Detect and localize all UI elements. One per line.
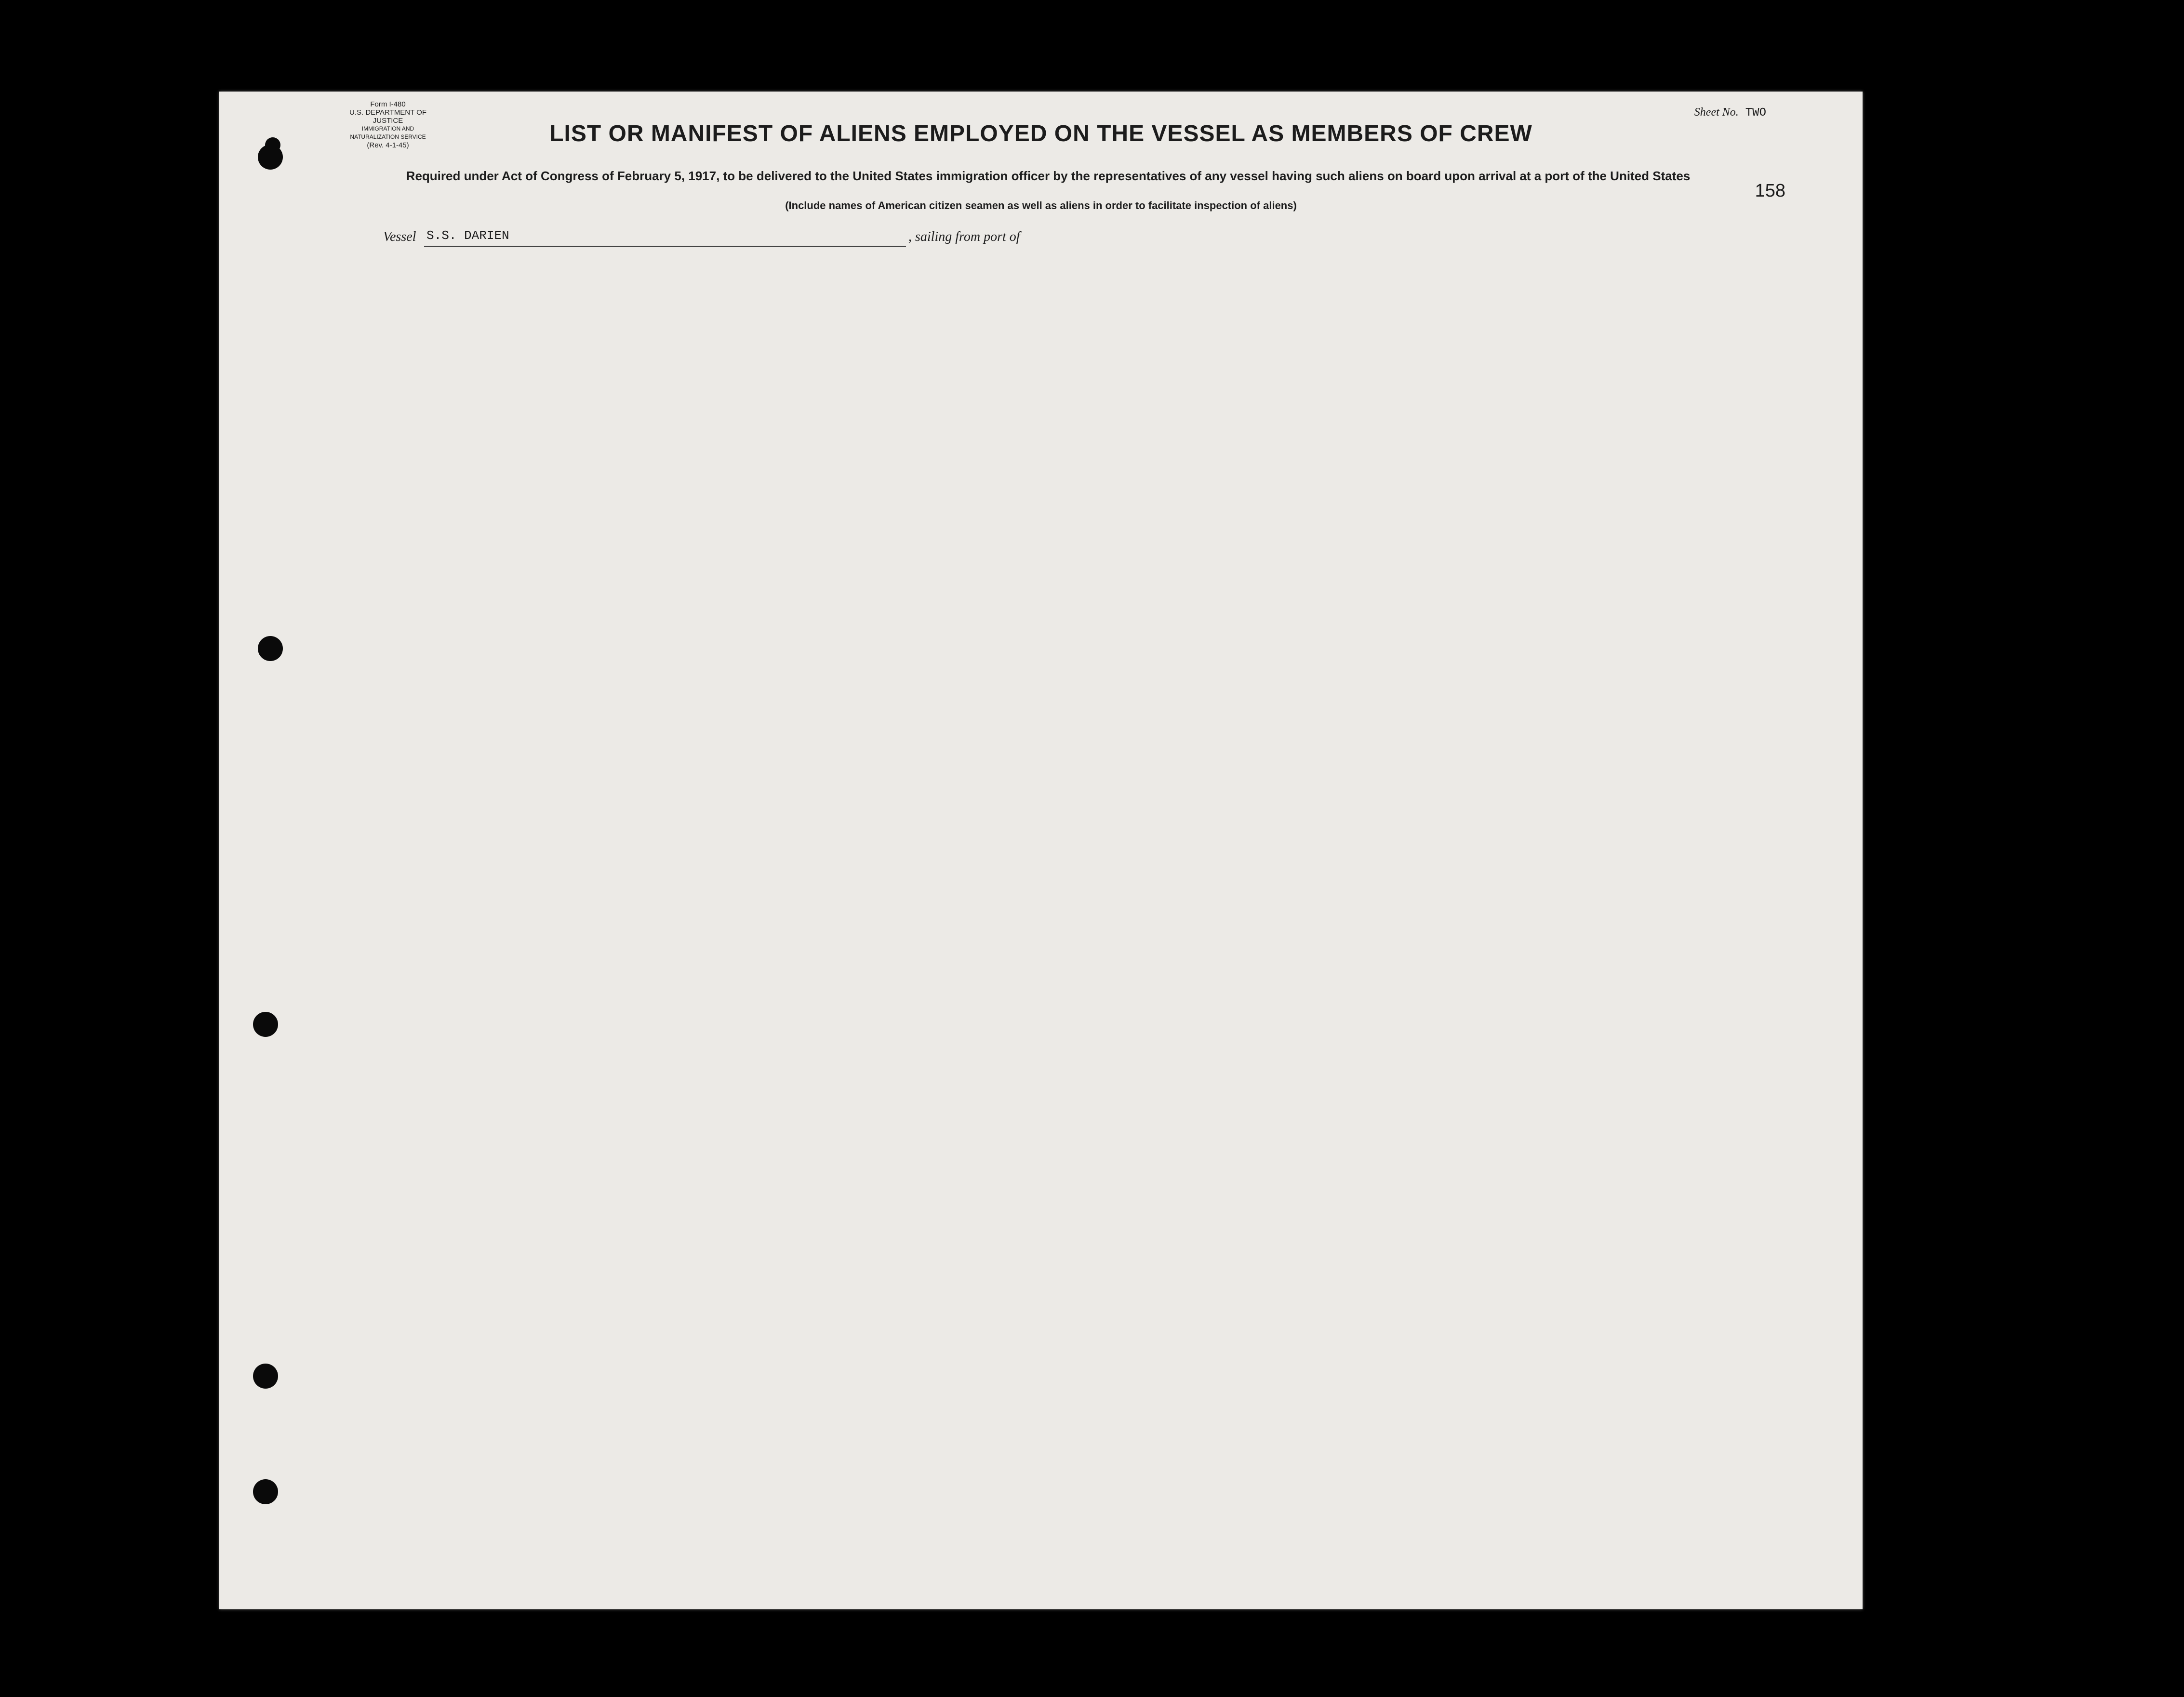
punch-hole bbox=[253, 1479, 278, 1504]
vessel-name: S.S. DARIEN bbox=[426, 228, 509, 243]
vessel-line bbox=[219, 221, 1863, 250]
manifest-sheet bbox=[219, 92, 1863, 1609]
punch-hole bbox=[253, 1012, 278, 1037]
sailing-label: , sailing from port of bbox=[908, 229, 1020, 244]
form-title: LIST OR MANIFEST OF ALIENS EMPLOYED ON THE VESSEL AS MEMBERS OF CREW bbox=[549, 121, 1532, 146]
form-subtitle: Required under Act of Congress of February 5, 1917, to be delivered to the United States immigration officer by the representatives of any vessel having such aliens on board upon arrival at a port of the United States bbox=[406, 169, 1691, 183]
revision: (Rev. 4-1-45) bbox=[367, 141, 409, 149]
sheet-value: TWO bbox=[1745, 106, 1766, 119]
department: U.S. DEPARTMENT OF JUSTICE bbox=[349, 108, 427, 125]
form-instruction: (Include names of American citizen seamen as well as aliens in order to facilitate inspection of aliens) bbox=[785, 199, 1297, 212]
sheet-number: Sheet No. TWO bbox=[1694, 106, 1766, 119]
page-number: 158 bbox=[1755, 181, 1785, 201]
vessel-label: Vessel bbox=[383, 229, 416, 244]
form-number: Form I-480 bbox=[370, 100, 406, 108]
punch-hole bbox=[258, 636, 283, 661]
service-name: IMMIGRATION AND NATURALIZATION SERVICE bbox=[350, 125, 426, 140]
punch-hole bbox=[253, 1364, 278, 1389]
